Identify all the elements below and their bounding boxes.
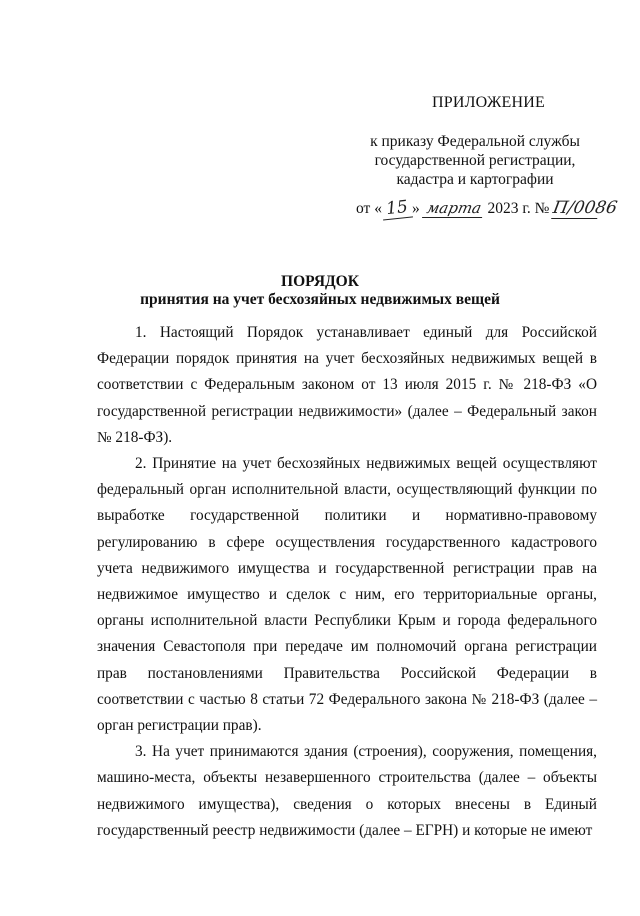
appendix-line: кадастра и картографии — [396, 171, 554, 188]
document-subtitle: принятия на учет бесхозяйных недвижимых вещей — [140, 291, 500, 308]
appendix-line: государственной регистрации, — [374, 152, 576, 169]
paragraph: 3. На учет принимаются здания (строения), сооружения, помещения, машино-места, объекты незавершенного строительства (далее – объекты недвижимого имущества), сведения о которых внесены в Единый государственный реестр недвижимости (далее – ЕГРН) и которые не имеют — [97, 743, 597, 839]
document-title: ПОРЯДОК — [281, 273, 359, 290]
paragraph: 1. Настоящий Порядок устанавливает единый для Российской Федерации порядок принятия на учет бесхозяйных недвижимых вещей в соответствии с Федеральным законом от 13 июля 2015 г. № 218-ФЗ «О государственной регистрации недвижимости» (далее – Федеральный закон № 218-ФЗ). — [97, 324, 597, 446]
document-body — [97, 320, 597, 844]
appendix-label: ПРИЛОЖЕНИЕ — [432, 94, 546, 111]
handwritten-order-number: П/0086 — [551, 198, 620, 218]
order-prefix: от « — [356, 200, 382, 217]
paragraph: 2. Принятие на учет бесхозяйных недвижимых вещей осуществляют федеральный орган исполнительной власти, осуществляющий функции по выработке государственной политики и нормативно-правовому регулированию в сфере осуществления государственного кадастрового учета недвижимого имущества и государственной регистрации прав на недвижимое имущество и сделок с ним, его территориальные органы, органы исполнительной власти Республики Крым и города федерального значения Севастополя при передаче им полномочий органа регистрации прав постановлениями Правительства Российской Федерации в соответствии с частью 8 статьи 72 Федерального закона № 218-ФЗ (далее – орган регистрации прав). — [97, 455, 597, 735]
handwritten-month: марта — [422, 199, 486, 218]
appendix-line: к приказу Федеральной службы — [370, 133, 580, 150]
order-quote-close: » — [411, 200, 420, 217]
handwritten-day: 15 — [381, 196, 413, 220]
order-date-number — [356, 196, 620, 224]
order-year: 2023 г. № — [487, 200, 550, 217]
appendix-reference — [360, 132, 590, 189]
